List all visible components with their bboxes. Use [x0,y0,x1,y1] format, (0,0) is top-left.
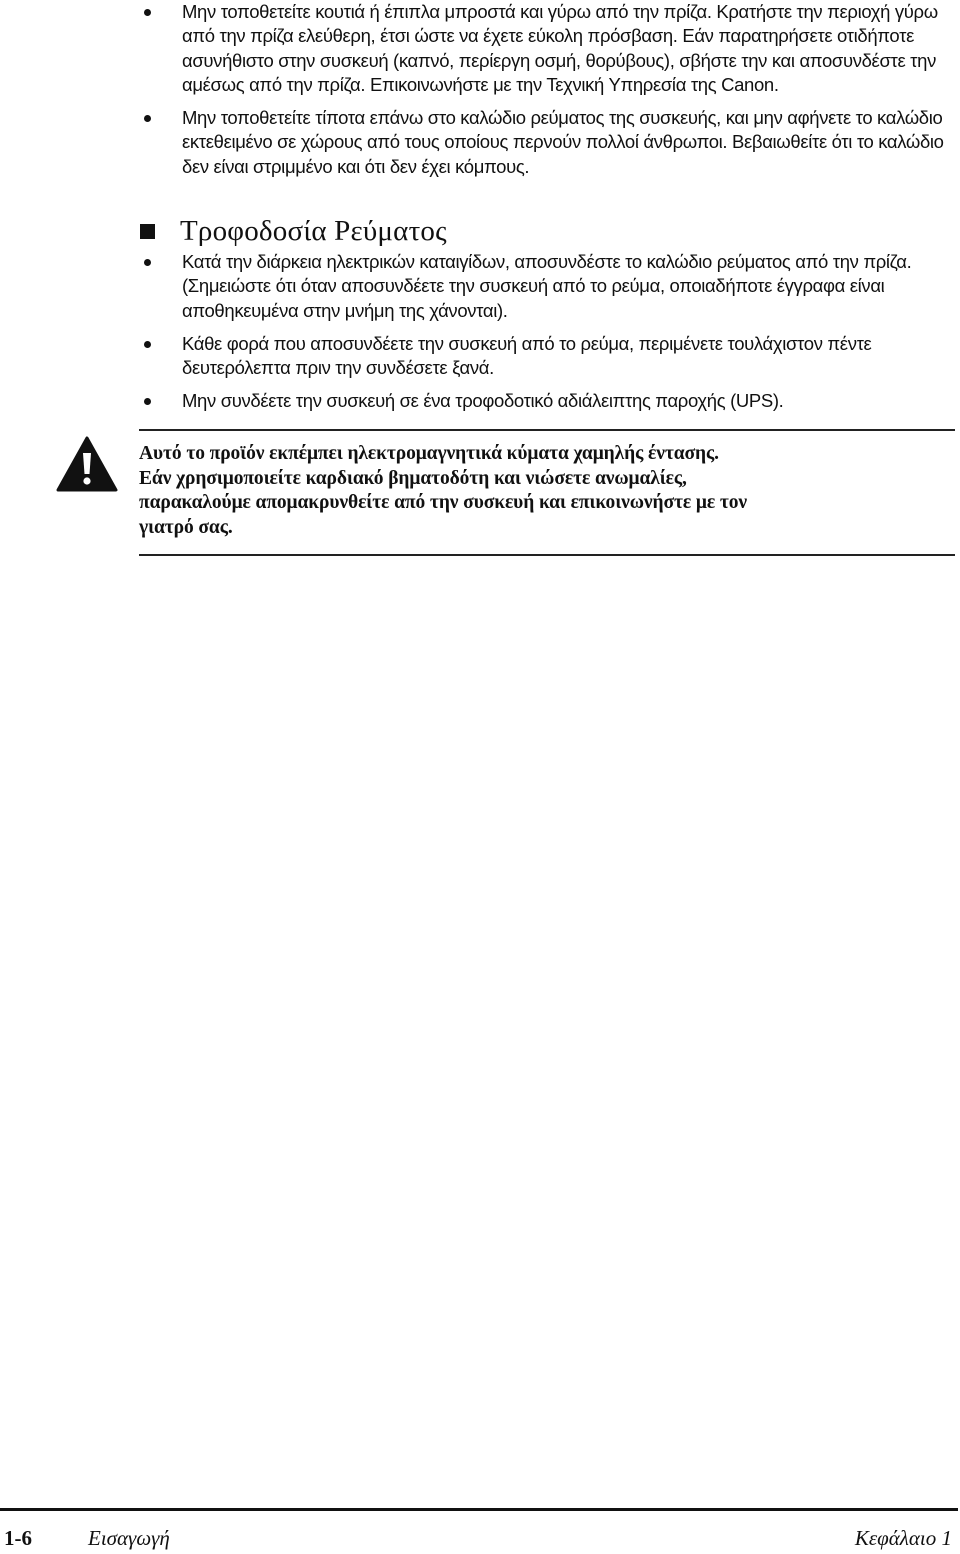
bullet-icon [144,9,151,16]
page-number: 1-6 [4,1526,32,1550]
bullet-icon [144,398,151,405]
bullet-text: Μην συνδέετε την συσκευή σε ένα τροφοδοτικό αδιάλειπτης παροχής (UPS). [182,390,784,412]
list-item [0,389,960,413]
square-bullet-icon [140,224,155,239]
section-heading [140,214,447,248]
section-bullet-list [0,250,960,423]
bullet-icon [144,115,151,122]
bullet-icon [144,341,151,348]
warning-line: Αυτό το προϊόν εκπέμπει ηλεκτρομαγνητικά κύματα χαμηλής έντασης. [139,443,719,464]
footer-divider [0,1508,958,1511]
warning-text [139,431,955,540]
warning-triangle-icon [56,436,118,492]
warning-line: παρακαλούμε απομακρυνθείτε από την συσκευή και επικοινωνήστε με τον [139,492,747,514]
list-item [0,332,960,381]
bullet-text: Κάθε φορά που αποσυνδέετε την συσκευή από το ρεύμα, περιμένετε τουλάχιστον πέντε δευτερόλεπτα πριν την συνδέσετε ξανά. [182,332,872,379]
list-item [0,106,960,179]
bullet-text: Κατά την διάρκεια ηλεκτρικών καταιγίδων, αποσυνδέστε το καλώδιο ρεύματος από την πρίζα. (Σημειώστε ότι όταν αποσυνδέετε την συσκευή από το ρεύμα, οποιαδήποτε έγγραφα είναι αποθηκευμένα στην μνήμη της χάνονται). [182,251,912,321]
bullet-text: Μην τοποθετείτε κουτιά ή έπιπλα μπροστά και γύρω από την πρίζα. Κρατήστε την περιοχή γύρω από την πρίζα ελεύθερη, έτσι ώστε να έχετε εύκολη πρόσβαση. Εάν παρατηρήσετε οτιδήποτε ασυνήθιστο στην συσκευή (καπνό, περίεργη οσμή, θορύβους), σβήστε την και αποσυνδέστε την αμέσως από την πρίζα. Επικοινωνήστε με την Τεχνική Υπηρεσία της Canon. [182,1,938,95]
chapter-label: Κεφάλαιο 1 [854,1526,952,1550]
bullet-text: Μην τοποθετείτε τίποτα επάνω στο καλώδιο ρεύματος της συσκευής, και μην αφήνετε το καλώδιο εκτεθειμένο σε χώρους από τους οποίους περνούν πολλοί άνθρωποι. Βεβαιωθείτε ότι το καλώδιο δεν είναι στριμμένο και ότι δεν έχει κόμπους. [182,107,944,177]
warning-line: γιατρό σας. [139,516,233,538]
page-footer [0,1524,952,1554]
top-bullet-list [0,0,960,188]
warning-line: Εάν χρησιμοποιείτε καρδιακό βηματοδότη και νιώσετε ανωμαλίες, [139,467,687,489]
list-item [0,250,960,323]
warning-box [139,429,955,556]
section-name: Εισαγωγή [88,1526,170,1550]
bullet-icon [144,259,151,266]
list-item [0,0,960,97]
section-title: Τροφοδοσία Ρεύματος [180,215,447,247]
